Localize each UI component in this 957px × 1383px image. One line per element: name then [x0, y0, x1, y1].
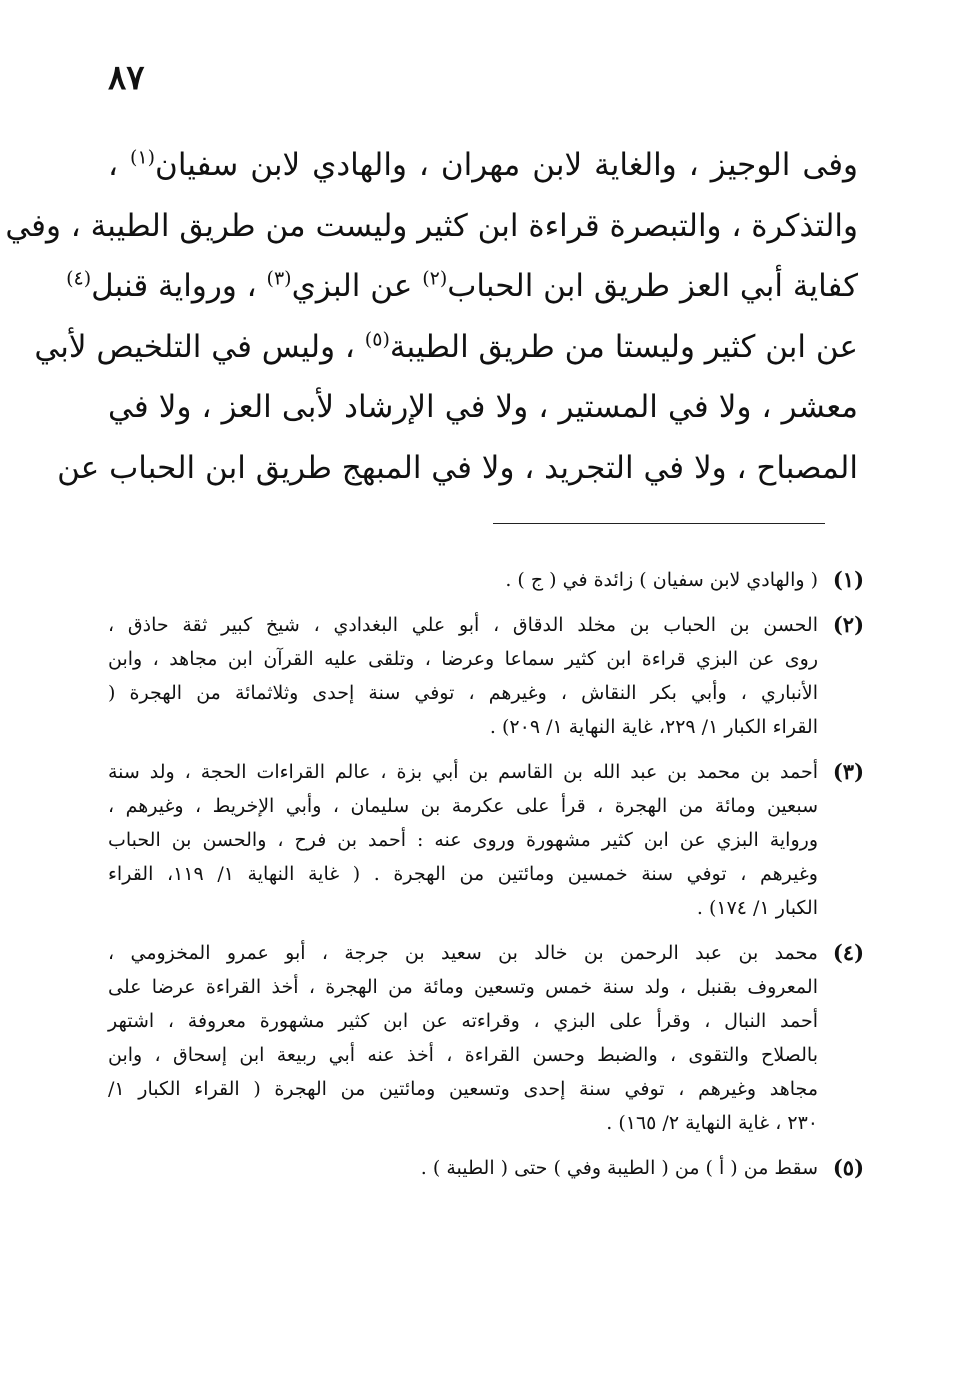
- footnote-ref[interactable]: (٤): [66, 267, 92, 290]
- footnote-line: المعروف بقنبل ، ولد سنة خمس وتسعين ومائة من الهجرة ، أخذ القراءة عرضا على: [108, 976, 818, 998]
- footnote-1: [108, 563, 864, 597]
- footnote-line: الحسن بن الحباب بن مخلد الدقاق ، أبو علي البغدادي ، شيخ كبير ثقة حاذق ،: [108, 614, 818, 636]
- footnote-number: (٤): [832, 940, 864, 965]
- footnote-line: ورواية البزي عن ابن كثير مشهورة وروى عنه : أحمد بن فرح ، والحسن بن الحباب: [108, 829, 818, 851]
- footnote-2: [108, 608, 864, 744]
- footnote-line: ٢٣٠ ، غاية النهاية ٢/ ١٦٥) .: [606, 1112, 818, 1134]
- footnote-3: [108, 755, 864, 925]
- footnote-line: القراء الكبار ١/ ٢٢٩، غاية النهاية ١/ ٢٠٩) .: [489, 716, 818, 738]
- footnote-line: بالصلاح والتقوى ، والضبط وحسن القراءة ، أخذ عنه أبي ربيعة ابن إسحاق ، وابن: [108, 1044, 818, 1066]
- footnote-ref[interactable]: (٣): [266, 267, 292, 290]
- footnote-number: (٢): [832, 612, 864, 637]
- footnote-line: وغيرهم ، توفي سنة خمسين ومائتين من الهجرة . ( غاية النهاية ١/ ١١٩، القراء: [108, 863, 818, 885]
- main-text: [5, 135, 858, 498]
- footnote-line: محمد بن عبد الرحمن بن خالد بن سعيد بن جرجة ، أبو عمرو المخزومي ،: [108, 942, 818, 964]
- footnote-line: مجاهد وغيرهم ، توفي سنة إحدى وتسعين ومائتين من الهجرة ( القراء الكبار ١/: [108, 1078, 818, 1100]
- footnote-line: الكبار ١/ ١٧٤) .: [696, 897, 818, 919]
- text-line: كفاية أبي العز طريق ابن الحباب$^{(٢)}$ عن البزي$^{(٣)}$ ، ورواية قنبل$^{(٤)}$: [66, 267, 858, 304]
- footnote-number: (٣): [832, 759, 864, 784]
- text-line: عن ابن كثير وليستا من طريق الطيبة$^{(٥)}$ ، وليس في التلخيص لأبي: [34, 328, 858, 365]
- text-line: وفى الوجيز ، والغاية لابن مهران ، والهادي لابن سفيان$^{(١)}$ ،: [108, 146, 858, 183]
- footnote-4: [108, 936, 864, 1140]
- page-number: ٨٧: [108, 58, 145, 98]
- text-line: والتذكرة ، والتبصرة قراءة ابن كثير وليست من طريق الطيبة ، وفي: [5, 207, 858, 244]
- footnote-ref[interactable]: (٥): [364, 328, 390, 351]
- footnote-number: (١): [832, 567, 864, 592]
- footnote-line: روى عن البزي قراءة ابن كثير سماعا وعرضا ، وتلقى عليه القرآن ابن مجاهد ، وابن: [108, 648, 818, 670]
- footnote-line: الأنباري ، وأبي بكر النقاش ، وغيرهم ، توفي سنة إحدى وثلاثمائة من الهجرة (: [108, 682, 818, 704]
- footnote-5: [108, 1151, 864, 1185]
- footnote-separator: [493, 523, 825, 524]
- text-line: معشر ، ولا في المستير ، ولا في الإرشاد لأبى العز ، ولا في: [108, 389, 858, 425]
- footnote-ref[interactable]: (٢): [422, 267, 448, 290]
- text-line: المصباح ، ولا في التجريد ، ولا في المبهج طريق ابن الحباب عن: [57, 449, 858, 486]
- footnote-number: (٥): [832, 1155, 864, 1180]
- footnote-line: سبعين ومائة من الهجرة ، قرأ على عكرمة بن سليمان ، وأبي الإخريط ، وغيرهم ،: [108, 795, 818, 817]
- footnote-ref[interactable]: (١): [129, 146, 156, 169]
- footnote-line: أحمد النبال ، وقرأ على البزي ، وقراءته عن ابن كثير مشهورة معروفة ، اشتهر: [108, 1010, 818, 1032]
- footnote-line: أحمد بن محمد بن عبد الله بن القاسم بن أبي بزة ، عالم القراءات الحجة ، ولد سنة: [108, 761, 818, 783]
- footnotes: [108, 563, 864, 1196]
- footnote-line: سقط من ( أ ) من ( الطيبة وفي ) حتى ( الطيبة ) .: [420, 1157, 818, 1179]
- footnote-line: ( والهادي لابن سفيان ) زائدة في ( ج ) .: [505, 569, 818, 591]
